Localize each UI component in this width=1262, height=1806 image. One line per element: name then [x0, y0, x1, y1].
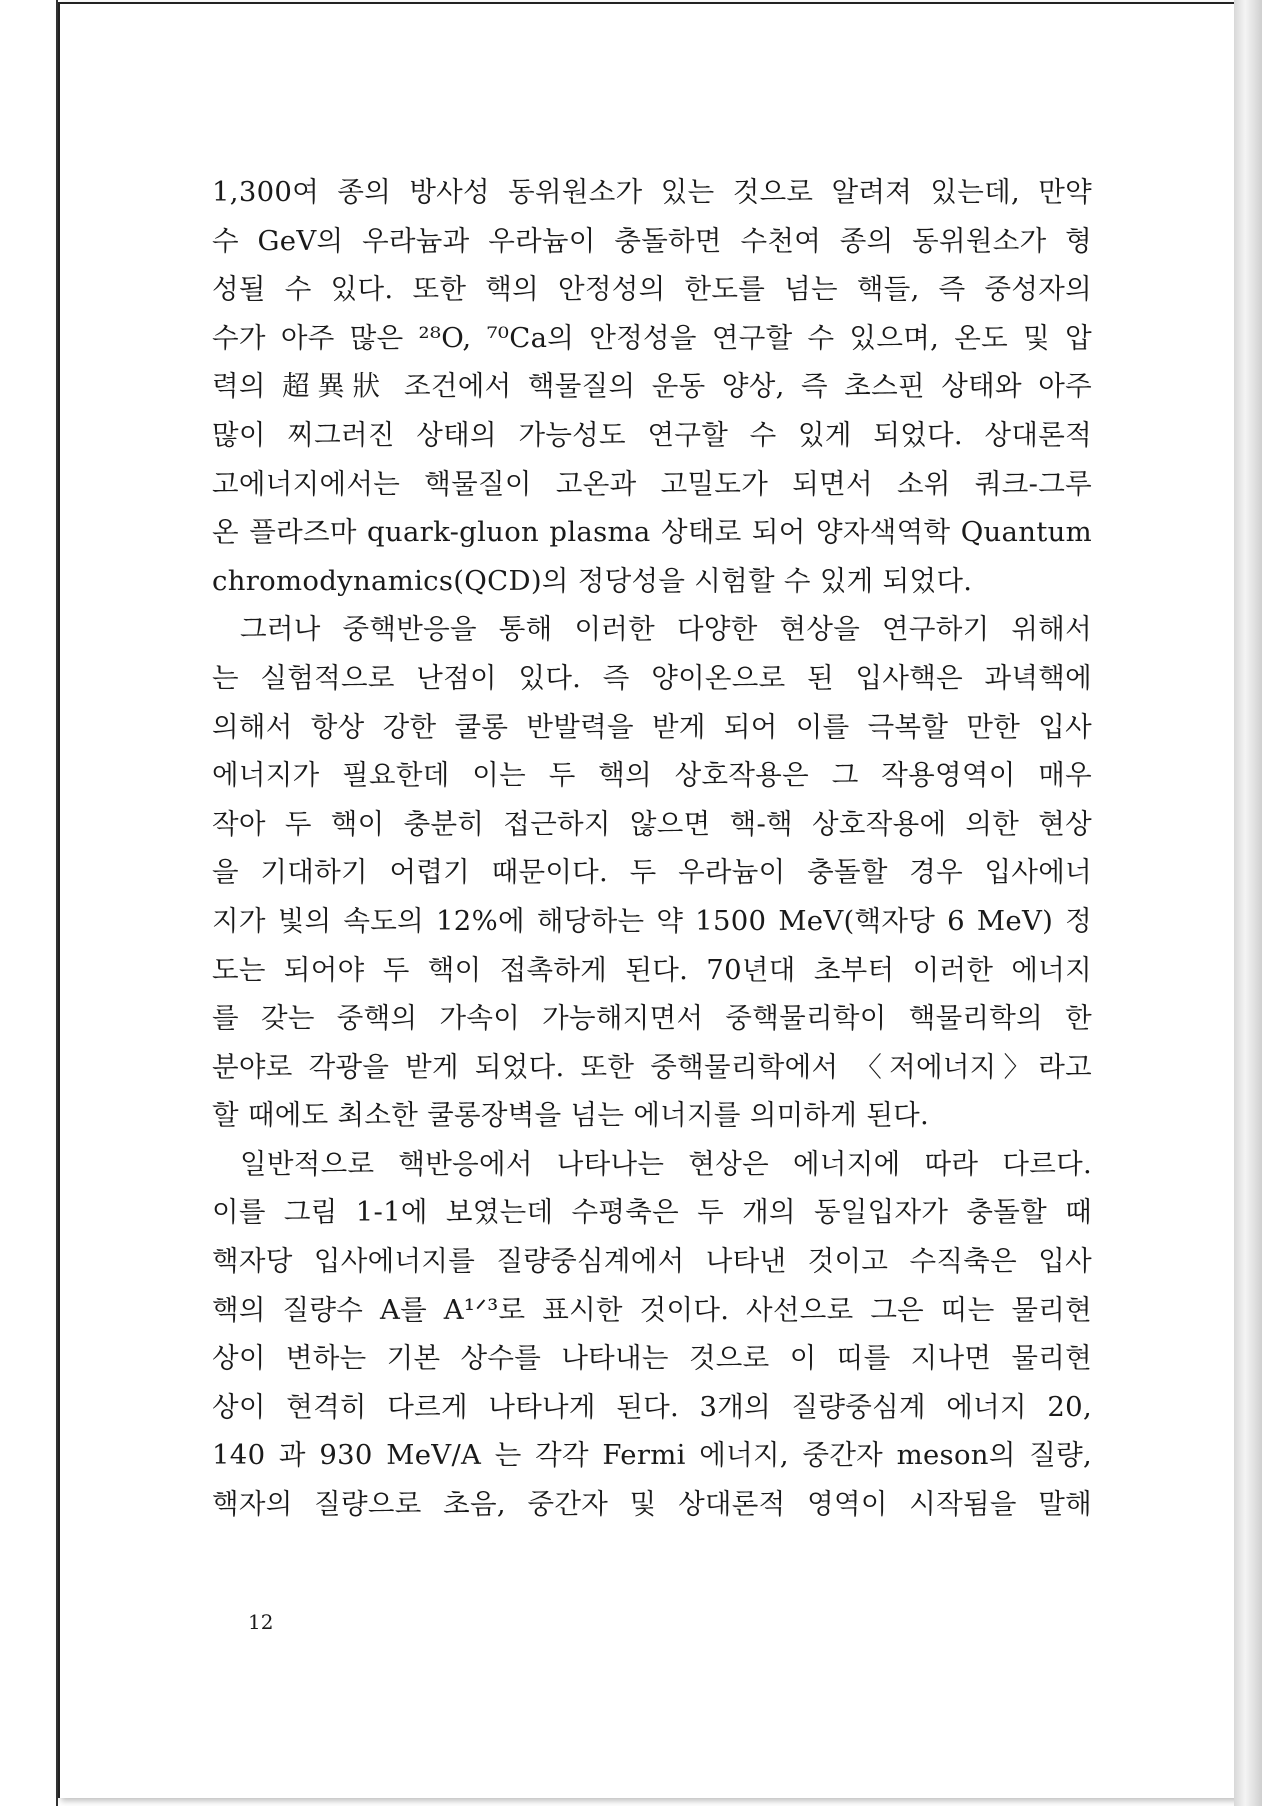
text-line: 의해서 항상 강한 쿨롱 반발력을 받게 되어 이를 극복할 만한 입사 [212, 710, 1092, 743]
body-text [212, 168, 1092, 1529]
text-line: 핵자의 질량으로 초음, 중간자 및 상대론적 영역이 시작됨을 말해 [212, 1488, 1092, 1521]
page-number: 12 [248, 1610, 274, 1634]
text-line: 일반적으로 핵반응에서 나타나는 현상은 에너지에 따라 다르다. [240, 1147, 1092, 1180]
text-line: 그러나 중핵반응을 통해 이러한 다양한 현상을 연구하기 위해서 [240, 613, 1092, 646]
text-line: 140 과 930 MeV/A 는 각각 Fermi 에너지, 중간자 meson의 질량, [212, 1439, 1092, 1472]
text-line: 할 때에도 최소한 쿨롱장벽을 넘는 에너지를 의미하게 된다. [212, 1099, 930, 1132]
text-line: 핵자당 입사에너지를 질량중심계에서 나타낸 것이고 수직축은 입사 [212, 1245, 1092, 1278]
text-line: 을 기대하기 어렵기 때문이다. 두 우라늄이 충돌할 경우 입사에너 [212, 856, 1092, 889]
paragraph-3 [212, 1140, 1092, 1529]
text-line: chromodynamics(QCD)의 정당성을 시험할 수 있게 되었다. [212, 564, 973, 597]
text-line: 고에너지에서는 핵물질이 고온과 고밀도가 되면서 소위 쿼크-그루 [212, 467, 1092, 500]
paragraph-1 [212, 168, 1092, 605]
text-line: 를 갖는 중핵의 가속이 가능해지면서 중핵물리학이 핵물리학의 한 [212, 1002, 1092, 1035]
text-line: 성될 수 있다. 또한 핵의 안정성의 한도를 넘는 핵들, 즉 중성자의 [212, 273, 1092, 306]
text-line: 상이 현격히 다르게 나타나게 된다. 3개의 질량중심계 에너지 20, [212, 1390, 1092, 1423]
text-line: 온 플라즈마 quark-gluon plasma 상태로 되어 양자색역학 Quantum [212, 516, 1092, 549]
text-line: 에너지가 필요한데 이는 두 핵의 상호작용은 그 작용영역이 매우 [212, 759, 1092, 792]
text-line: 1,300여 종의 방사성 동위원소가 있는 것으로 알려져 있는데, 만약 [212, 176, 1092, 208]
text-line: 분야로 각광을 받게 되었다. 또한 중핵물리학에서 〈저에너지〉라고 [212, 1050, 1092, 1083]
text-line: 지가 빛의 속도의 12%에 해당하는 약 1500 MeV(핵자당 6 MeV) 정 [212, 904, 1092, 937]
paragraph-2 [212, 605, 1092, 1140]
page-right-edge [1234, 0, 1262, 1806]
text-line: 도는 되어야 두 핵이 접촉하게 된다. 70년대 초부터 이러한 에너지 [212, 953, 1092, 986]
text-line: 핵의 질량수 A를 A¹ᐟ³로 표시한 것이다. 사선으로 그은 띠는 물리현 [212, 1293, 1092, 1326]
text-line: 수가 아주 많은 ²⁸O, ⁷⁰Ca의 안정성을 연구할 수 있으며, 온도 및 압 [212, 321, 1092, 354]
text-line: 많이 찌그러진 상태의 가능성도 연구할 수 있게 되었다. 상대론적 [212, 418, 1092, 451]
text-line: 력의 超異狀 조건에서 핵물질의 운동 양상, 즉 초스핀 상태와 아주 [212, 370, 1092, 403]
text-line: 작아 두 핵이 충분히 접근하지 않으면 핵-핵 상호작용에 의한 현상 [212, 807, 1092, 840]
text-line: 는 실험적으로 난점이 있다. 즉 양이온으로 된 입사핵은 과녁핵에 [212, 661, 1092, 694]
text-line: 상이 변하는 기본 상수를 나타내는 것으로 이 띠를 지나면 물리현 [212, 1342, 1092, 1375]
text-line: 이를 그림 1-1에 보였는데 수평축은 두 개의 동일입자가 충돌할 때 [212, 1196, 1092, 1229]
text-line: 수 GeV의 우라늄과 우라늄이 충돌하면 수천여 종의 동위원소가 형 [212, 224, 1092, 257]
